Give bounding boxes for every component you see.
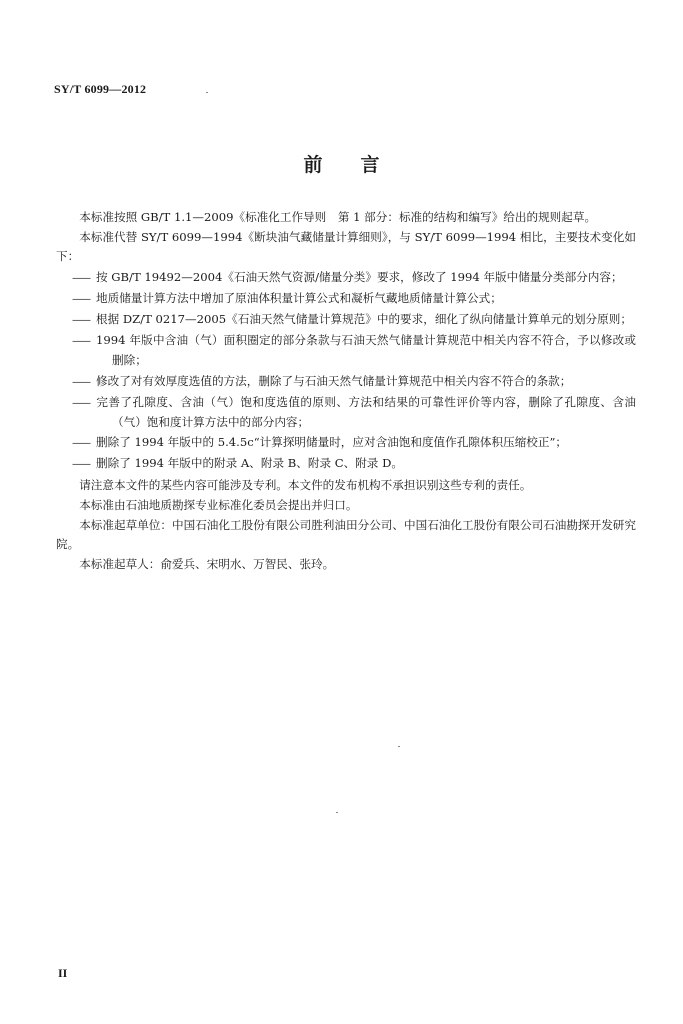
page-title: 前言 (303, 154, 418, 176)
paragraph-proposer: 本标准由石油地质勘探专业标准化委员会提出并归口。 (79, 497, 358, 512)
dash-marker: —— (72, 397, 90, 409)
change-item-text: 1994 年版中含油（气）面积圈定的部分条款与石油天然气储量计算规范中相关内容不符合，予以修改或删除； (96, 333, 636, 368)
change-item-text: 完善了孔隙度、含油（气）饱和度选值的原则、方法和结果的可靠性评价等内容，删除了孔隙度、含油（气）饱和度计算方法中的部分内容； (96, 394, 636, 430)
paragraph-drafting-units: 本标准起草单位：中国石油化工股份有限公司胜利油田分公司、中国石油化工股份有限公司石油勘探开发研究院。 (56, 518, 636, 552)
dash-marker: —— (72, 459, 90, 471)
change-item-text: 删除了 1994 年版中的附录 A、附录 B、附录 C、附录 D。 (96, 456, 403, 471)
scan-speck (336, 812, 338, 813)
change-item-text: 修改了对有效厚度选值的方法，删除了与石油天然气储量计算规范中相关内容不符合的条款； (96, 373, 572, 388)
dash-marker: —— (72, 315, 90, 327)
dash-marker: —— (72, 376, 90, 388)
paragraph-drafters: 本标准起草人：俞爱兵、宋明水、万智民、张玲。 (79, 557, 335, 572)
paragraph-patent-notice: 请注意本文件的某些内容可能涉及专利。本文件的发布机构不承担识别这些专利的责任。 (79, 477, 532, 492)
dash-marker: —— (72, 438, 90, 450)
change-item (56, 268, 636, 288)
change-item-text: 根据 DZ/T 0217—2005《石油天然气储量计算规范》中的要求，细化了纵向储量计算单元的划分原则； (96, 312, 632, 327)
page-number: II (58, 966, 68, 980)
change-item (56, 433, 636, 453)
change-item (56, 310, 636, 330)
change-item-text: 删除了 1994 年版中的 5.4.5c“计算探明储量时，应对含油饱和度值作孔隙体积压缩校正”； (96, 435, 568, 450)
change-item (56, 454, 636, 474)
dash-marker: —— (72, 293, 90, 305)
change-item (56, 393, 636, 432)
scan-speck (398, 746, 400, 747)
change-item (56, 331, 636, 370)
change-item (56, 372, 636, 392)
change-item-text: 按 GB/T 19492—2004《石油天然气资源/储量分类》要求，修改了 1994 年版中储量分类部分内容； (96, 269, 623, 284)
change-item (56, 289, 636, 309)
foreword-body (56, 208, 636, 576)
paragraph-replacement-note: 本标准代替 SY/T 6099—1994《断块油气藏储量计算细则》，与 SY/T 6099—1994 相比，主要技术变化如下： (56, 230, 636, 264)
dash-marker: —— (72, 272, 90, 284)
standard-code: SY/T 6099—2012 (54, 82, 147, 96)
change-item-text: 地质储量计算方法中增加了原油体积量计算公式和凝析气藏地质储量计算公式； (96, 290, 502, 305)
scan-speck (206, 92, 208, 93)
dash-marker: —— (72, 336, 90, 348)
paragraph-drafting-rules: 本标准按照 GB/T 1.1—2009《标准化工作导则 第 1 部分：标准的结构和编写》给出的规则起草。 (79, 210, 597, 224)
